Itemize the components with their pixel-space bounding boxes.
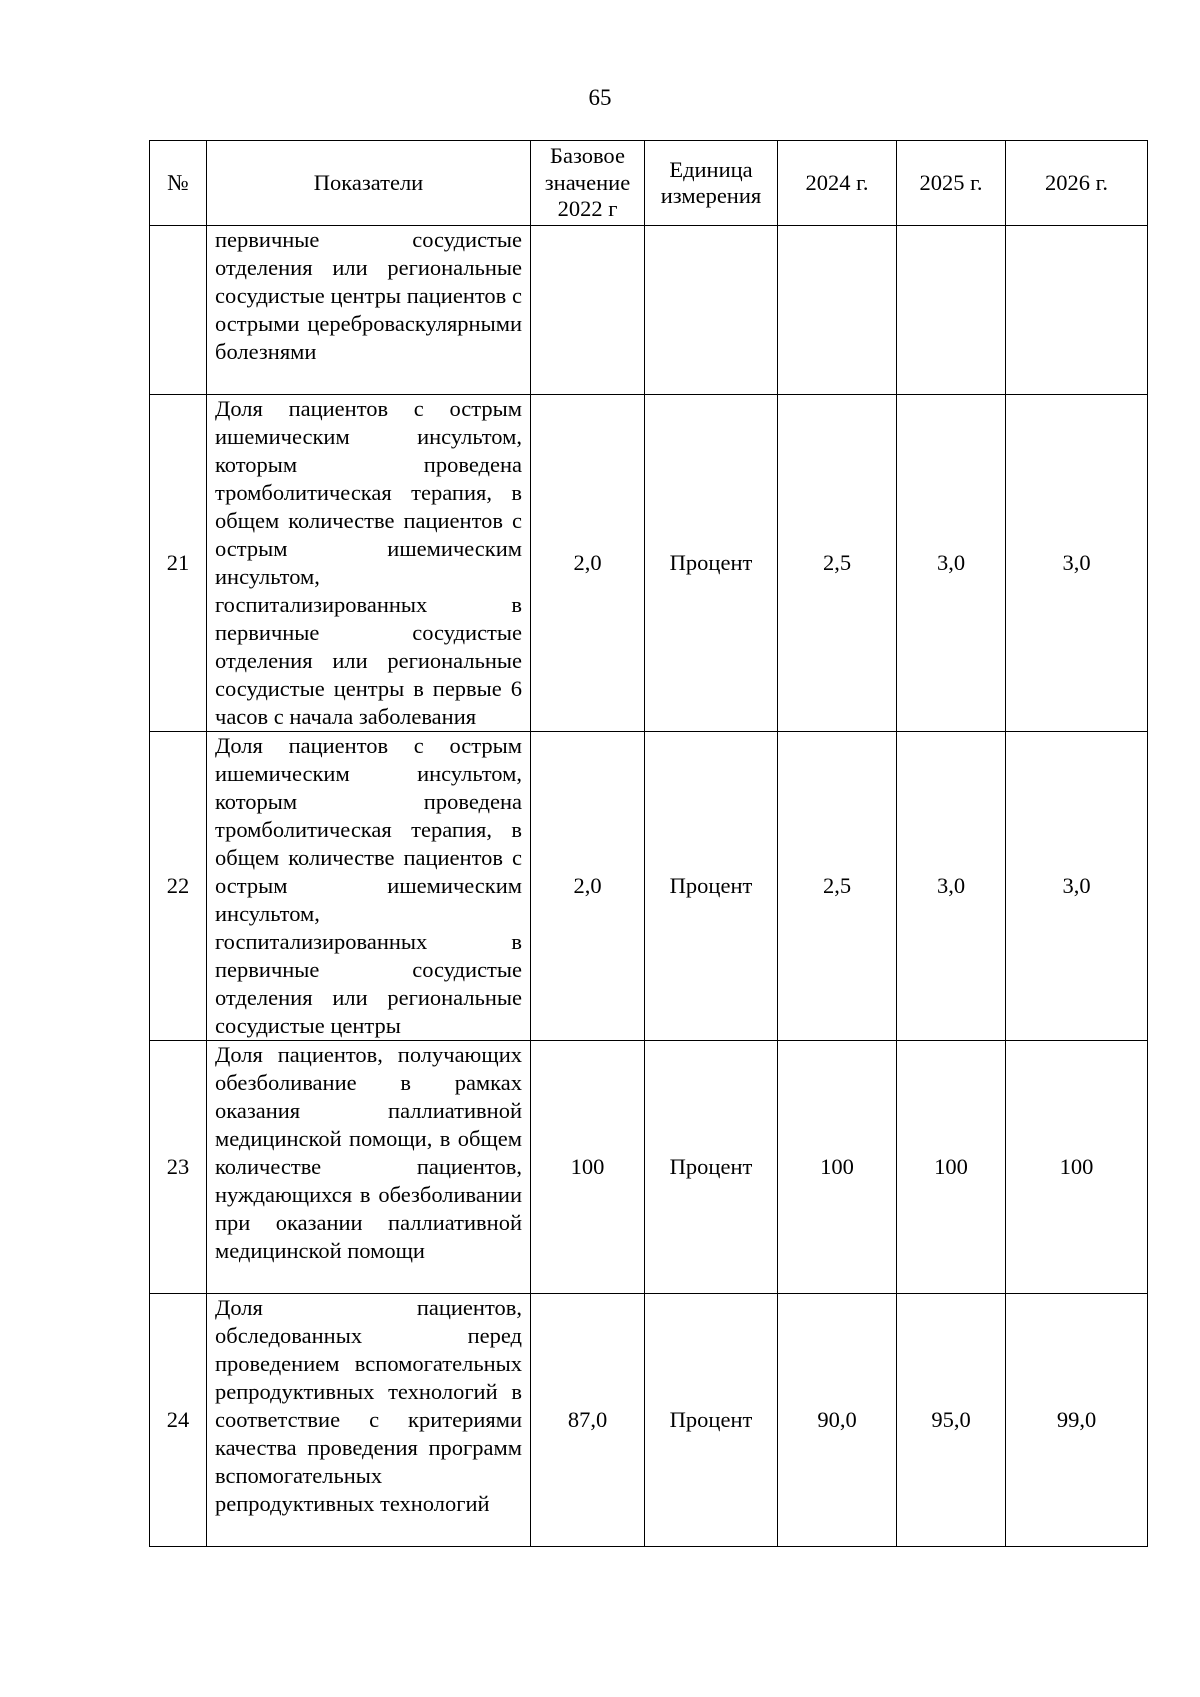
header-indicator: Показатели: [207, 141, 531, 226]
row-indicator: Доля пациентов, обследованных перед проведением вспомогательных репродуктивных технологий в соответствие с критериями качества проведения программ вспомогательных репродуктивных технологий: [207, 1294, 531, 1547]
row-num: 21: [150, 395, 207, 732]
header-unit-line1: Единица: [669, 156, 753, 182]
row-base-value: 87,0: [531, 1294, 645, 1547]
header-base-line2: значение: [544, 169, 631, 195]
row-2024: 2,5: [778, 732, 897, 1041]
row-num: 22: [150, 732, 207, 1041]
row-num: 24: [150, 1294, 207, 1547]
indicators-table: [149, 140, 1148, 1547]
page-number: 65: [588, 85, 612, 110]
row-unit: Процент: [645, 1294, 778, 1547]
header-base-line3: 2022 г: [557, 196, 618, 222]
row-unit: Процент: [645, 395, 778, 732]
row-2024: 90,0: [778, 1294, 897, 1547]
table-row: [150, 1041, 1148, 1294]
row-base-value: 2,0: [531, 732, 645, 1041]
header-unit: [645, 141, 778, 226]
row-2026: 3,0: [1006, 732, 1148, 1041]
row-indicator: Доля пациентов, получающих обезболивание в рамках оказания паллиативной медицинской помощи, в общем количестве пациентов, нуждающихся в обезболивании при оказании паллиативной медицинской помощи: [207, 1041, 531, 1294]
row-2024: [778, 226, 897, 395]
row-unit: Процент: [645, 1041, 778, 1294]
header-base-value: [531, 141, 645, 226]
table-row: [150, 226, 1148, 395]
header-2024: 2024 г.: [778, 141, 897, 226]
row-indicator: Доля пациентов с острым ишемическим инсультом, которым проведена тромболитическая терапия, в общем количестве пациентов с острым ишемическим инсультом, госпитализированных в первичные сосудистые отделения или региональные сосудистые центры в первые 6 часов с начала заболевания: [207, 395, 531, 732]
row-base-value: 100: [531, 1041, 645, 1294]
row-indicator: Доля пациентов с острым ишемическим инсультом, которым проведена тромболитическая терапия, в общем количестве пациентов с острым ишемическим инсультом, госпитализированных в первичные сосудистые отделения или региональные сосудистые центры: [207, 732, 531, 1041]
header-row: [150, 141, 1148, 226]
row-2026: 100: [1006, 1041, 1148, 1294]
table-row: [150, 732, 1148, 1041]
row-2026: [1006, 226, 1148, 395]
row-2025: 3,0: [897, 395, 1006, 732]
row-2026: 99,0: [1006, 1294, 1148, 1547]
header-unit-line2: измерения: [660, 183, 762, 208]
row-unit: Процент: [645, 732, 778, 1041]
row-num: [150, 226, 207, 395]
header-num: №: [150, 141, 207, 226]
row-2024: 100: [778, 1041, 897, 1294]
row-indicator: первичные сосудистые отделения или региональные сосудистые центры пациентов с острыми цереброваскулярными болезнями: [207, 226, 531, 395]
table-row: [150, 1294, 1148, 1547]
table-row: [150, 395, 1148, 732]
row-2024: 2,5: [778, 395, 897, 732]
row-base-value: 2,0: [531, 395, 645, 732]
header-base-line1: Базовое: [550, 143, 625, 169]
header-2026: 2026 г.: [1006, 141, 1148, 226]
row-2025: 3,0: [897, 732, 1006, 1041]
row-num: 23: [150, 1041, 207, 1294]
table-header: [150, 141, 1148, 226]
row-2025: 95,0: [897, 1294, 1006, 1547]
row-2025: [897, 226, 1006, 395]
row-2026: 3,0: [1006, 395, 1148, 732]
row-2025: 100: [897, 1041, 1006, 1294]
header-2025: 2025 г.: [897, 141, 1006, 226]
row-unit: [645, 226, 778, 395]
row-base-value: [531, 226, 645, 395]
